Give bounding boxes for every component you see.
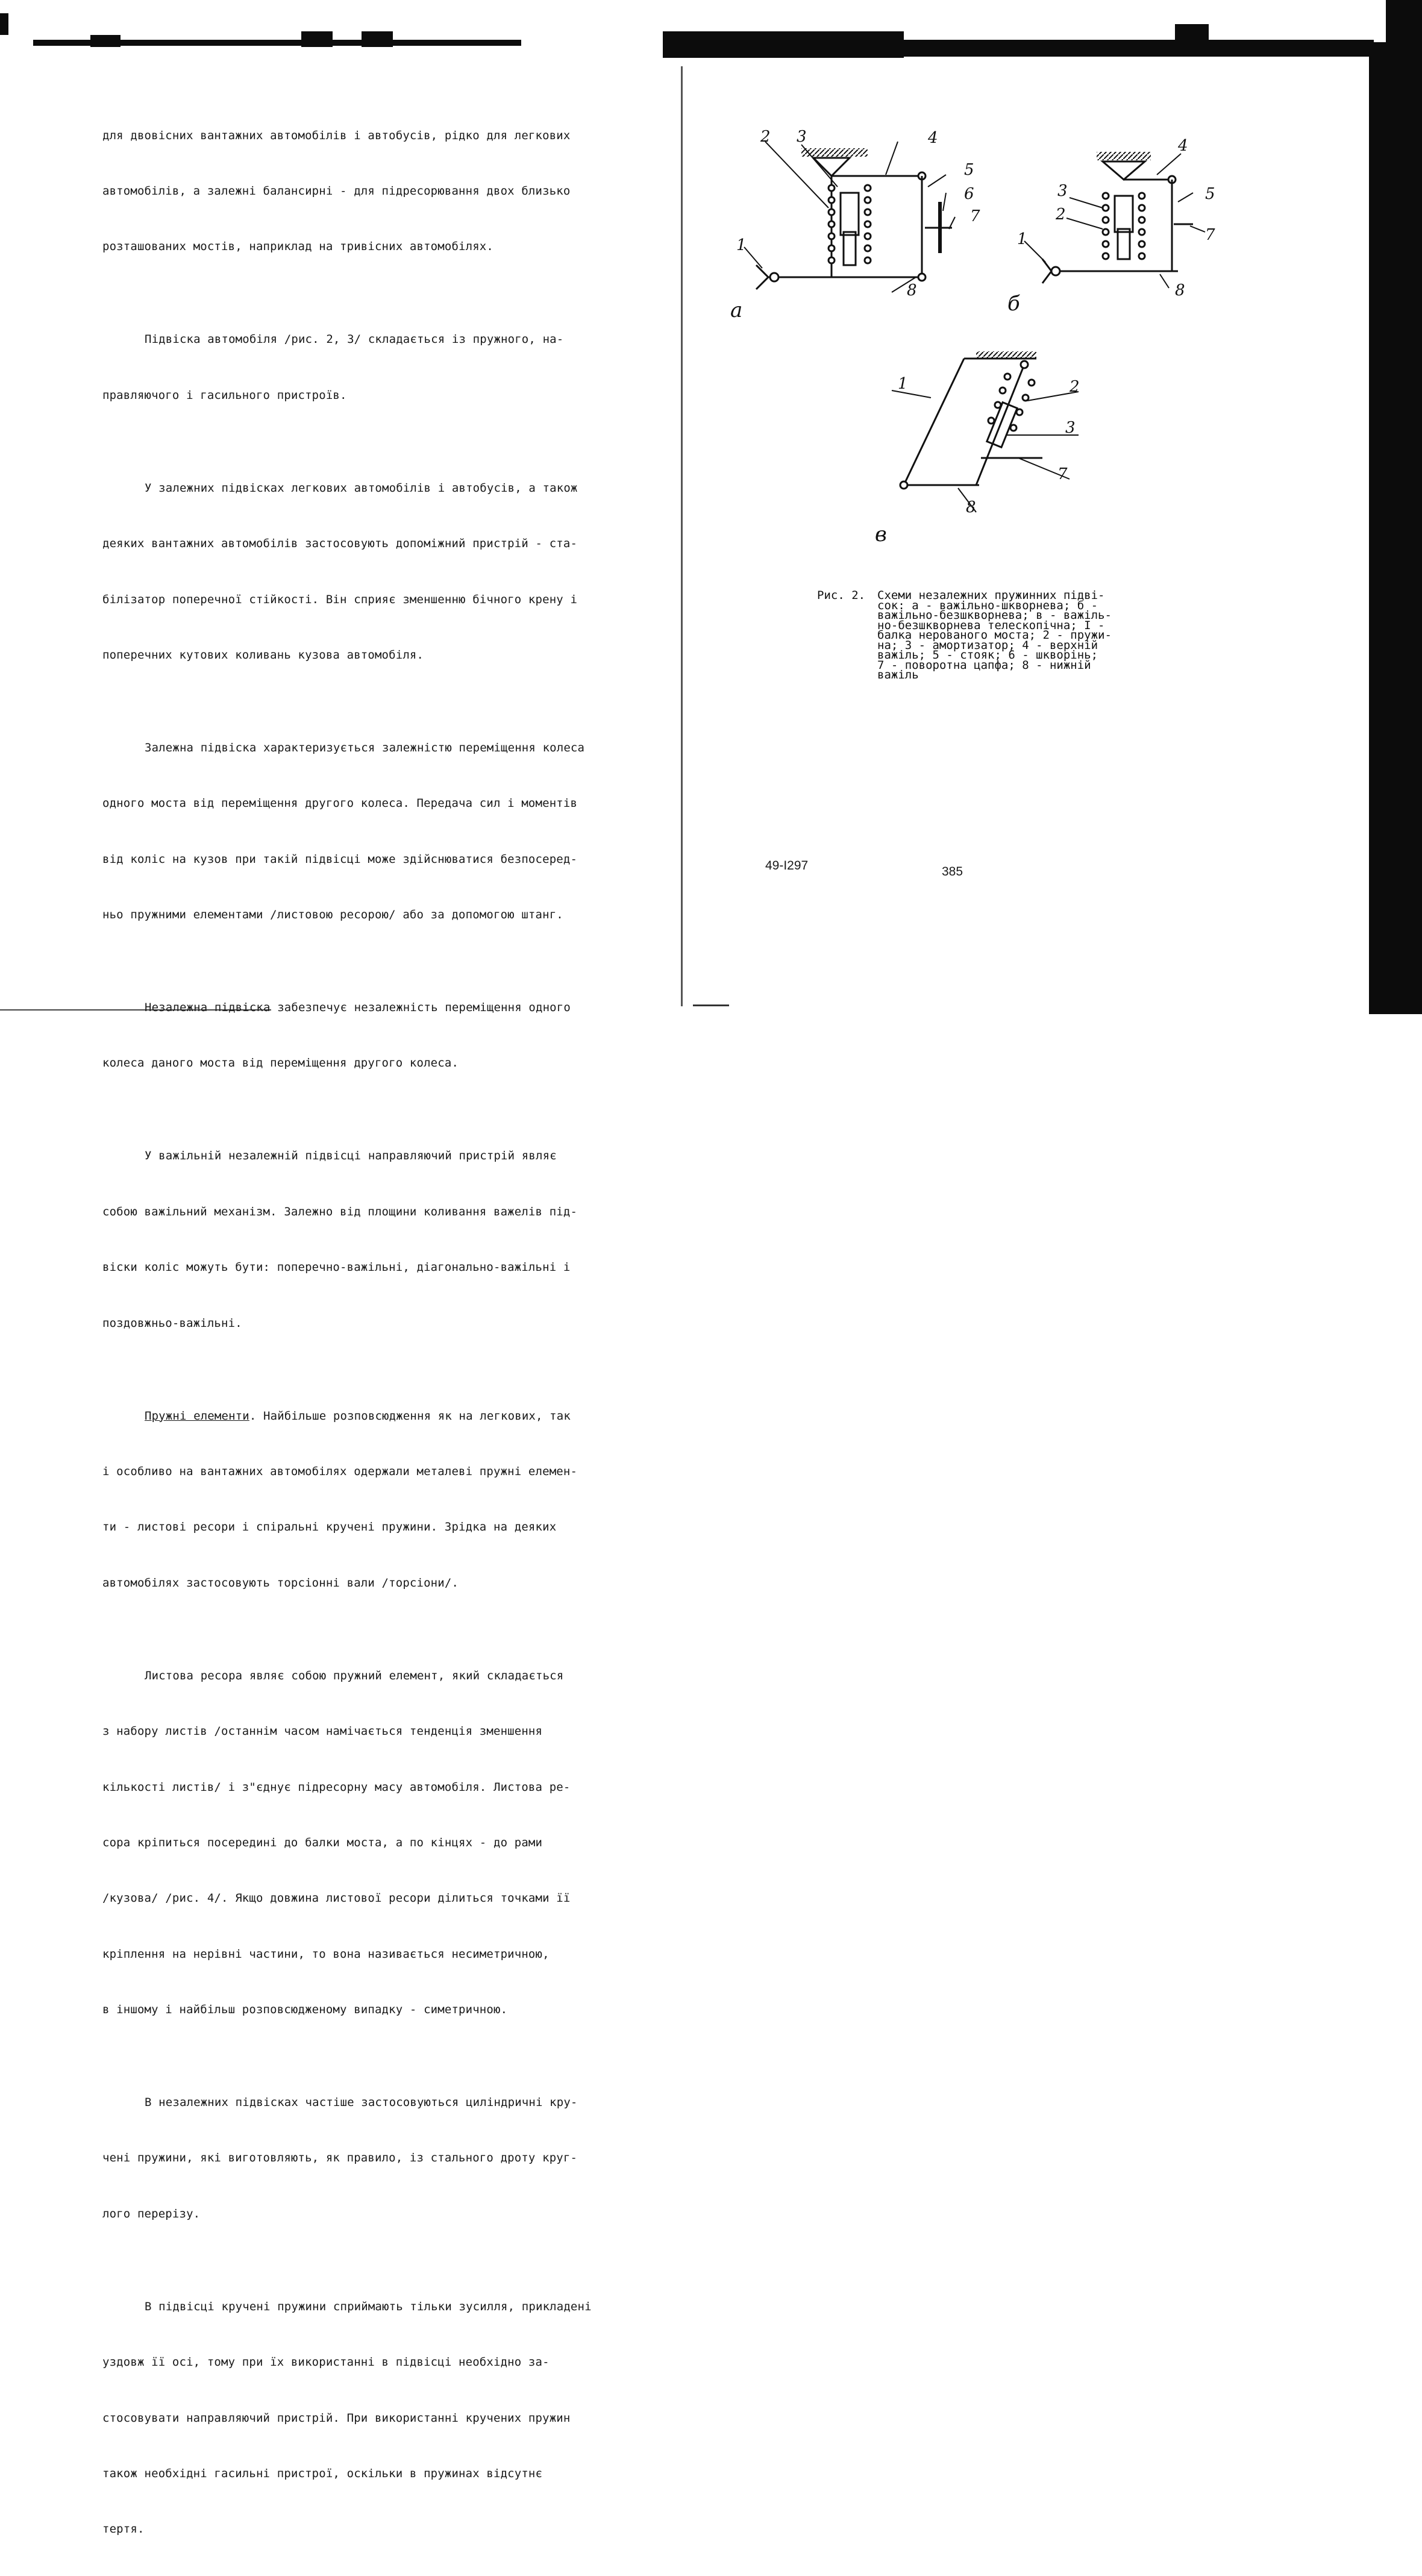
diagram-b-labels [1007,137,1215,316]
text-fragment: . Найбільше розповсюдження як на легкових, так [249,1409,571,1423]
label-b-2: 2 [1056,205,1066,224]
label-a-4: 4 [928,129,938,147]
caption-line: сок: а - важільно-шкворнева; б - [877,598,1098,612]
text-line: розташованих мостів, наприклад на тривісних автомобілях. [102,240,493,254]
lower-arm-joint [918,274,926,281]
text-line: чені пружини, які виготовляють, як правило, із стального дроту круг- [102,2151,578,2165]
label-b-5: 5 [1205,185,1215,203]
text-line: собою важільний механізм. Залежно від площини коливання важелів під- [102,1205,578,1218]
label-c-8: 8 [966,498,976,516]
diagram-c-labels [875,375,1080,547]
text-line: автомобілів, а залежні балансирні - для підресорювання двох близько [102,184,571,198]
label-b-1: 1 [1017,230,1027,248]
text-line: уздовж її осі, тому при їх використанні в підвісці необхідно за- [102,2355,550,2369]
spring-coils-a [828,185,871,263]
shock-absorber-body [841,193,859,235]
caption-line: балка нерованого моста; 2 - пружи- [877,628,1112,642]
upper-pivot-b [1103,161,1145,180]
text-line: поздовжньо-важільні. [102,1316,242,1330]
caption-line: важіль [877,668,919,682]
paragraph [102,2056,648,2260]
text-line: віски коліс можуть бути: поперечно-важільні, діагонально-важільні і [102,1261,571,1274]
label-c-3: 3 [1065,419,1076,437]
label-a-1: 1 [736,236,747,254]
text-line [102,1407,648,1426]
text-line: ньо пружними елементами /листовою ресорою/ або за допомогою штанг. [102,908,563,922]
suspension-diagrams [0,0,1422,1014]
upper-pivot [813,158,850,176]
diagram-a-leaders [744,142,955,292]
caption-body [877,591,1130,680]
print-code: 49-I297 [765,859,809,873]
text-line: кількості листів/ і з"єднує підресорну масу автомобіля. Листова ре- [102,1780,571,1794]
text-line: В підвісці кручені пружини сприймають тільки зусилля, прикладені [145,2299,592,2313]
caption-line: 7 - поворотна цапфа; 8 - нижній [877,658,1091,672]
text-line: /кузова/ /рис. 4/. Якщо довжина листової ресори ділиться точками її [102,1891,571,1905]
caption-line: но-безшкворнева телескопічна; I - [877,618,1105,632]
label-c-1: 1 [898,375,908,393]
text-line: колеса даного моста від переміщення другого колеса. [102,1056,459,1070]
letter-c: в [875,522,887,547]
text-line: правляючого і гасильного пристроїв. [102,388,347,402]
label-a-5: 5 [964,161,974,179]
text-line: ти - листові ресори і спіральні кручені пружини. Зрідка на деяких [102,1520,557,1534]
label-b-8: 8 [1175,281,1185,299]
spring-coils-b [1103,193,1145,259]
text-line: і особливо на вантажних автомобілях одержали металеві пружні елемен- [102,1464,578,1478]
label-b-4: 4 [1178,137,1188,155]
section-heading: Пружні елементи [145,1409,249,1423]
telescopic-strut [976,365,1024,485]
text-line: тертя. [102,2522,145,2536]
axle-beam-c [904,359,964,485]
lower-pivot [756,265,768,289]
caption-line: важільно-безшкворнева; в - важіль- [877,609,1112,622]
text-line: У залежних підвісках легкових автомобілів і автобусів, а також [145,481,578,495]
text-line: Незалежна підвіска забезпечує незалежність переміщення одного [145,1001,571,1015]
caption-line: на; 3 - амортизатор; 4 - верхній [877,638,1098,652]
text-line: одного моста від переміщення другого колеса. Передача сил і моментів [102,797,578,810]
text-line: з набору листів /останнім часом намічається тенденція зменшення [102,1725,543,1738]
page-number: 385 [942,865,963,879]
label-a-6: 6 [964,185,974,203]
caption-lead: Рис. 2. [817,589,866,602]
text-line: білізатор поперечної стійкості. Він сприяє зменшенню бічного крену і [102,592,578,606]
label-b-3: 3 [1057,182,1068,200]
text-line: від коліс на кузов при такій підвісці може здійснюватися безпосеред- [102,852,578,866]
caption-line: важіль; 5 - стояк; 6 - шкворінь; [877,648,1098,662]
label-c-7: 7 [1057,465,1068,483]
letter-a: а [730,298,743,322]
text-line: лого перерізу. [102,2207,201,2220]
diagram-a [756,148,952,289]
text-line: Листова ресора являє собою пружний елемент, який складається [145,1669,564,1682]
shock-absorber-rod [844,232,856,265]
label-c-2: 2 [1070,378,1080,396]
label-a-3: 3 [797,128,807,146]
text-line: кріплення на нерівні частини, то вона називається несиметричною, [102,1947,550,1961]
label-a-2: 2 [760,128,771,146]
label-a-8: 8 [907,281,917,299]
label-b-7: 7 [1205,226,1215,244]
paragraph [102,1629,648,2056]
text-line: автомобілях застосовують торсіонні вали /торсіони/. [102,1576,459,1590]
paragraph [102,2260,648,2576]
text-line: поперечних кутових коливань кузова автомобіля. [102,648,424,662]
shock-b [1115,196,1133,232]
label-a-7: 7 [970,207,980,225]
caption-line: Схеми незалежних пружинних підві- [877,589,1105,602]
text-line: Підвіска автомобіля /рис. 2, 3/ складається із пружного, на- [145,333,564,346]
diagram-c [900,351,1042,489]
text-line: також необхідні гасильні пристрої, оскільки в пружинах відсутнє [102,2467,543,2480]
text-line: стосовувати направляючий пристрій. При використанні кручених пружин [102,2411,571,2425]
text-line: В незалежних підвісках частіше застосовуються циліндричні кру- [145,2096,578,2110]
text-line: Залежна підвіска характеризується залежністю переміщення колеса [145,741,585,754]
diagram-a-labels [730,128,980,322]
letter-b: б [1007,292,1020,316]
text-line: для двовісних вантажних автомобілів і автобусів, рідко для легкових [102,128,571,142]
text-line: в іншому і найбільш розповсюдженому випадку - симетричною. [102,2003,508,2017]
text-line: У важільній незалежній підвісці направляючий пристрій являє [145,1149,557,1163]
paragraph [102,1370,648,1629]
paragraph [102,1110,648,1370]
text-line: сора кріпиться посередині до балки моста, а по кінцях - до рами [102,1835,543,1849]
text-line: деяких вантажних автомобілів застосовують допоміжний пристрій - ста- [102,537,578,551]
